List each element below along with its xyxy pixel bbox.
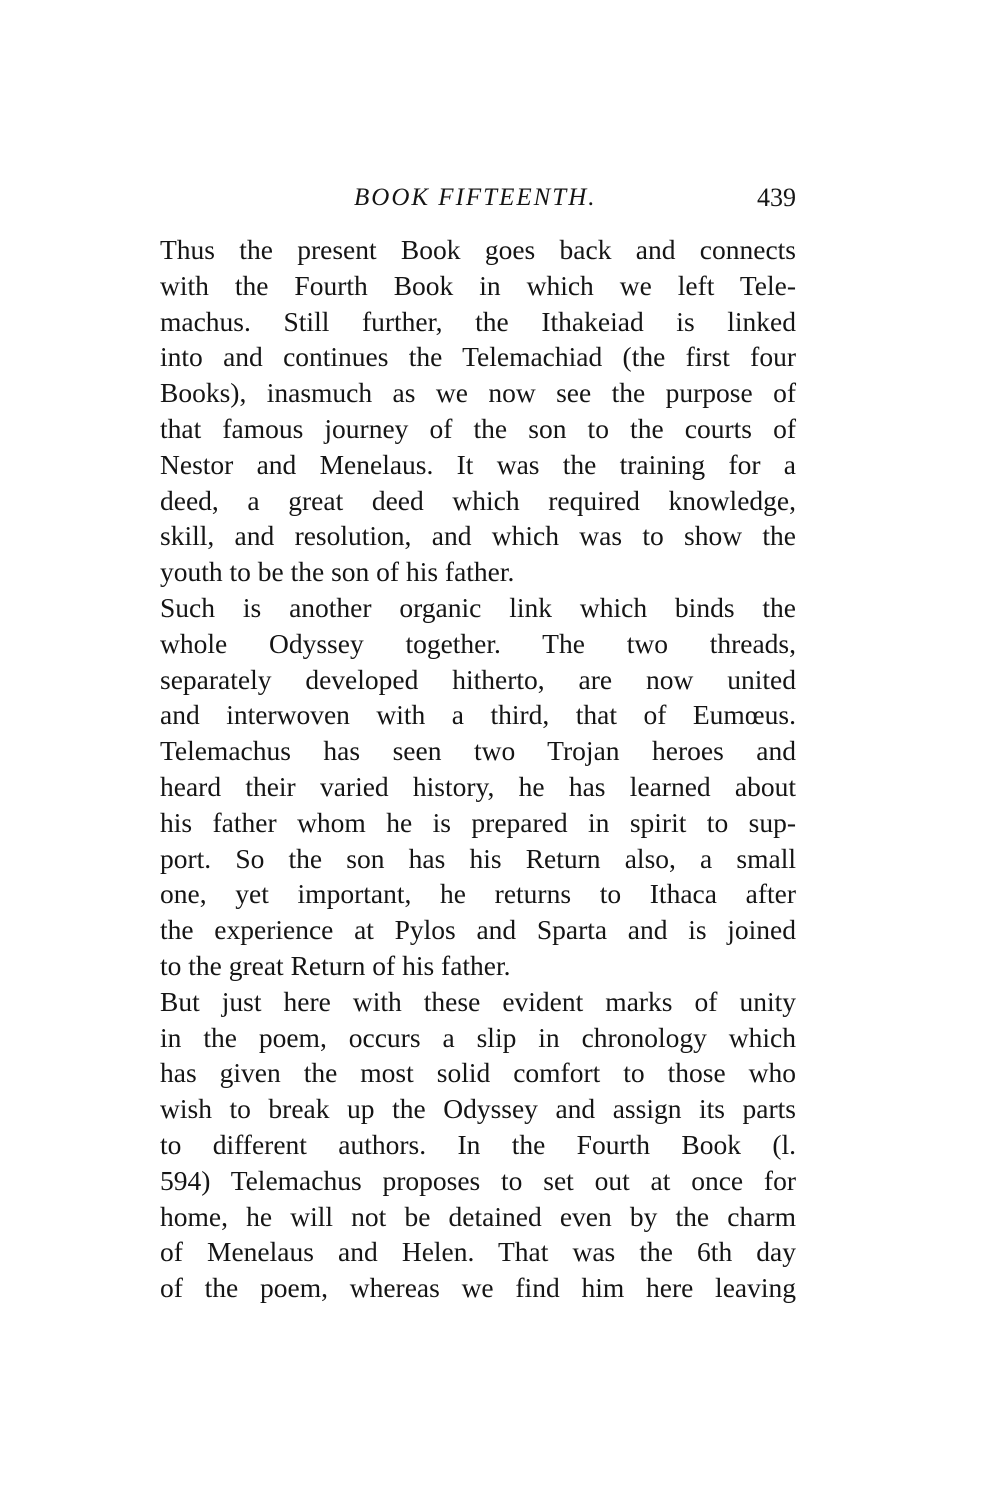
text-line: 594) Telemachus proposes to set out at once for xyxy=(160,1164,796,1196)
text-line: has given the most solid comfort to those who xyxy=(160,1057,796,1089)
text-line: Books), inasmuch as we now see the purpose of xyxy=(160,377,796,409)
running-head: BOOK FIFTEENTH. xyxy=(354,184,597,211)
text-line: skill, and resolution, and which was to show the xyxy=(160,520,796,552)
text-line: that famous journey of the son to the courts of xyxy=(160,412,796,444)
text-line: to different authors. In the Fourth Book (l. xyxy=(160,1128,796,1160)
text-line: and interwoven with a third, that of Eumœus. xyxy=(160,699,796,731)
text-line: the experience at Pylos and Sparta and is joined xyxy=(160,914,796,946)
text-line: separately developed hitherto, are now united xyxy=(160,663,796,695)
text-line: of the poem, whereas we find him here leaving xyxy=(160,1272,796,1304)
text-line: in the poem, occurs a slip in chronology which xyxy=(160,1021,796,1053)
text-line: his father whom he is prepared in spirit to sup- xyxy=(160,806,796,838)
text-line: into and continues the Telemachiad (the first four xyxy=(160,341,796,373)
text-line: Telemachus has seen two Trojan heroes and xyxy=(160,735,796,767)
text-line: Nestor and Menelaus. It was the training for a xyxy=(160,448,796,480)
text-line: wish to break up the Odyssey and assign its parts xyxy=(160,1093,796,1125)
text-line: whole Odyssey together. The two threads, xyxy=(160,627,796,659)
text-line: with the Fourth Book in which we left Tele- xyxy=(160,269,796,301)
body-text xyxy=(160,232,796,1306)
page-header xyxy=(160,178,796,218)
text-line: home, he will not be detained even by the charm xyxy=(160,1200,796,1232)
text-line: one, yet important, he returns to Ithaca after xyxy=(160,878,796,910)
text-line: youth to be the son of his father. xyxy=(160,556,515,588)
page-number: 439 xyxy=(757,183,796,212)
text-line: port. So the son has his Return also, a small xyxy=(160,842,796,874)
text-line: Such is another organic link which binds the xyxy=(160,591,796,623)
text-line: deed, a great deed which required knowledge, xyxy=(160,484,796,516)
text-line: of Menelaus and Helen. That was the 6th day xyxy=(160,1236,796,1268)
text-line: Thus the present Book goes back and connects xyxy=(160,234,796,265)
text-line: machus. Still further, the Ithakeiad is linked xyxy=(160,305,796,337)
text-line: to the great Return of his father. xyxy=(160,949,511,981)
text-line: heard their varied history, he has learned about xyxy=(160,770,796,802)
text-line: But just here with these evident marks of unity xyxy=(160,985,796,1017)
